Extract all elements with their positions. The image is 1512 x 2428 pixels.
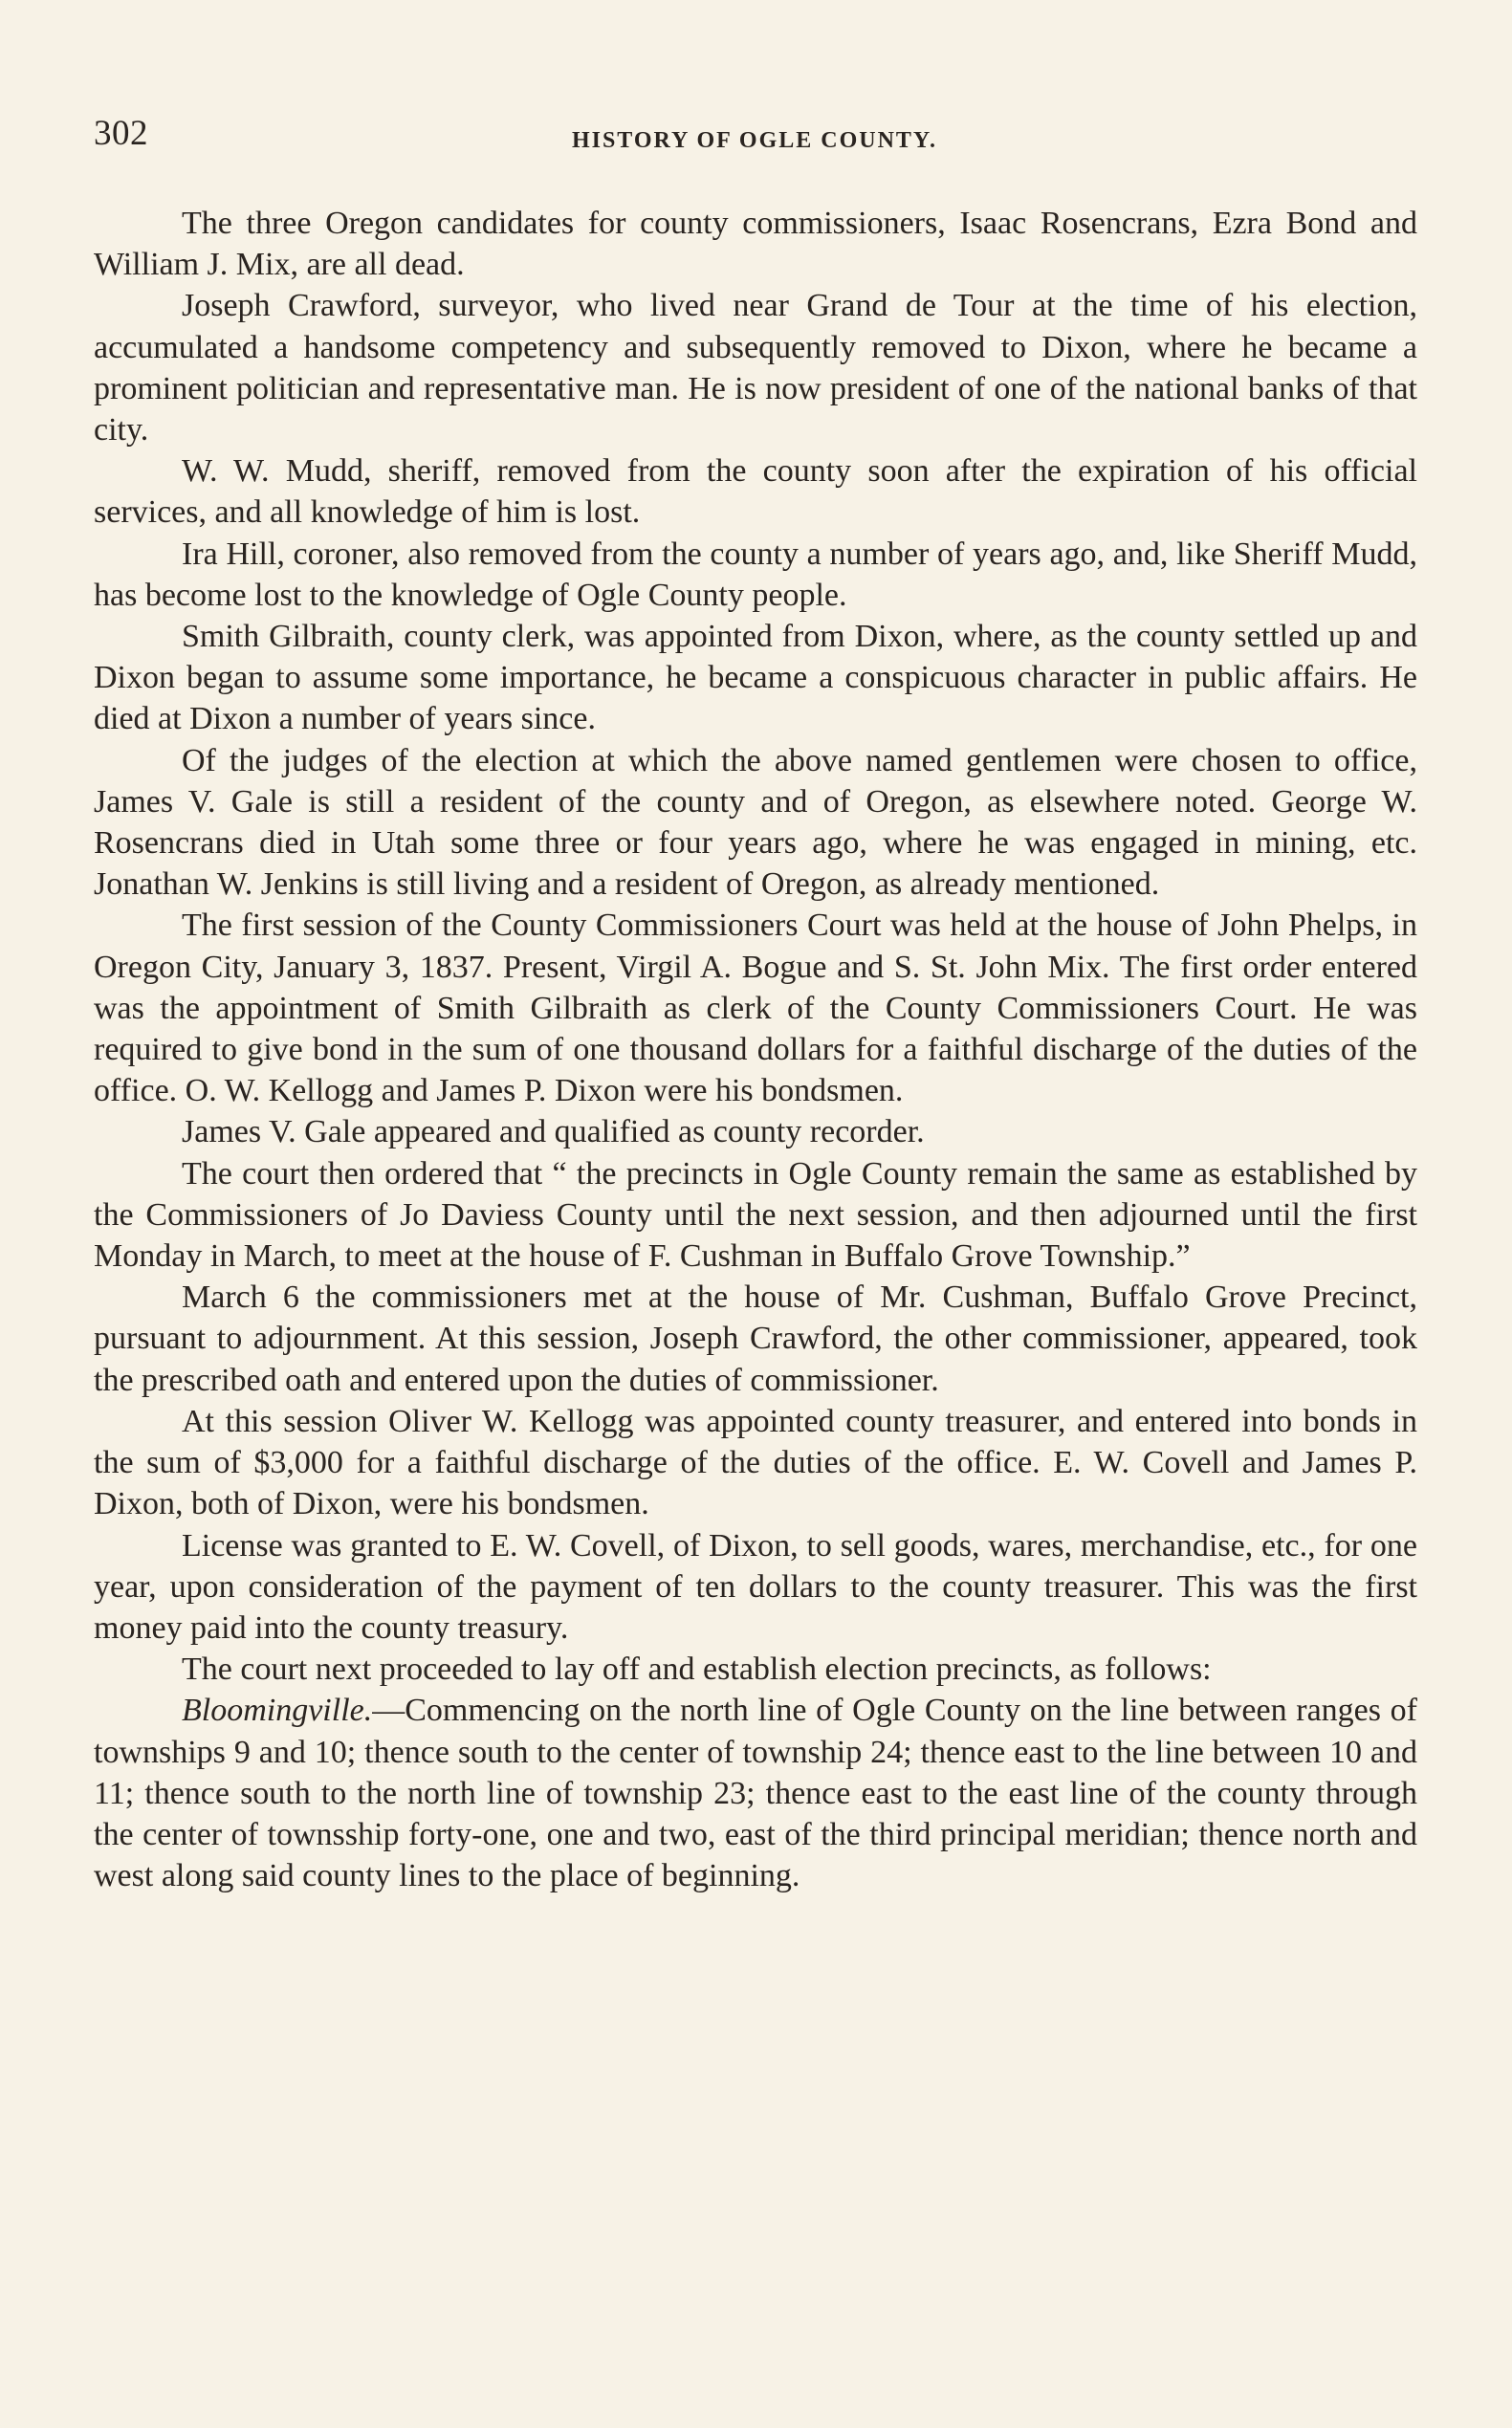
paragraph: Joseph Crawford, surveyor, who lived near Grand de Tour at the time of his election, accumulated a handsome competency and subsequently removed to Dixon, where he became a prominent politician and representative man. He is now president of one of the national banks of that city.	[94, 288, 1417, 448]
body-text	[94, 203, 1417, 1896]
paragraph: At this session Oliver W. Kellogg was appointed county treasurer, and entered into bonds in the sum of $3,000 for a faithful discharge of the duties of the office. E. W. Covell and James P. Dixon, both of Dixon, were his bondsmen.	[94, 1403, 1417, 1522]
paragraph: The court then ordered that “ the precincts in Ogle County remain the same as established by the Commissioners of Jo Daviess County until the next session, and then adjourned until the first Monday in March, to meet at the house of F. Cushman in Buffalo Grove Township.”	[94, 1155, 1417, 1275]
paragraph: The court next proceeded to lay off and establish election precincts, as follows:	[182, 1651, 1212, 1688]
precinct-description: —Commencing on the north line of Ogle County on the line between ranges of townships 9 and 10; thence south to the center of township 24; thence east to the line between 10 and 11; thence south to the north line of township 23; thence east to the east line of the county through the center of townsship forty-one, one and two, east of the third principal meridian; thence north and west along said county lines to the place of beginning.	[94, 1693, 1417, 1894]
paragraph: Smith Gilbraith, county clerk, was appointed from Dixon, where, as the county settled up and Dixon began to assume some importance, he became a conspicuous character in public affairs. He died at Dixon a number of years since.	[94, 619, 1417, 737]
precinct-paragraph	[94, 1690, 1417, 1896]
paragraph: The three Oregon candidates for county commissioners, Isaac Rosencrans, Ezra Bond and William J. Mix, are all dead.	[94, 206, 1417, 283]
paragraph: Ira Hill, coroner, also removed from the county a number of years ago, and, like Sheriff Mudd, has become lost to the knowledge of Ogle County people.	[94, 536, 1417, 613]
page-number: 302	[94, 114, 148, 153]
paragraph: March 6 the commissioners met at the house of Mr. Cushman, Buffalo Grove Precinct, pursuant to adjournment. At this session, Joseph Crawford, the other commissioner, appeared, took the prescribed oath and entered upon the duties of commissioner.	[94, 1280, 1417, 1398]
paragraph: W. W. Mudd, sheriff, removed from the county soon after the expiration of his official services, and all knowledge of him is lost.	[94, 453, 1417, 531]
precinct-name: Bloomingville.	[182, 1693, 373, 1729]
running-title: HISTORY OF OGLE COUNTY.	[571, 128, 938, 153]
paragraph: License was granted to E. W. Covell, of Dixon, to sell goods, wares, merchandise, etc., for one year, upon consideration of the payment of ten dollars to the county treasurer. This was the first money paid into the county treasury.	[94, 1527, 1417, 1646]
paragraph: James V. Gale appeared and qualified as county recorder.	[182, 1114, 925, 1150]
paragraph: Of the judges of the election at which the above named gentlemen were chosen to office, James V. Gale is still a resident of the county and of Oregon, as elsewhere noted. George W. Rosencrans died in Utah some three or four years ago, where he was engaged in mining, etc. Jonathan W. Jenkins is still living and a resident of Oregon, as already mentioned.	[94, 742, 1417, 903]
paragraph: The first session of the County Commissioners Court was held at the house of John Phelps, in Oregon City, January 3, 1837. Present, Virgil A. Bogue and S. St. John Mix. The first order entered was the appointment of Smith Gilbraith as clerk of the County Commissioners Court. He was required to give bond in the sum of one thousand dollars for a faithful discharge of the duties of the office. O. W. Kellogg and James P. Dixon were his bondsmen.	[94, 908, 1417, 1109]
page-header	[94, 113, 1415, 170]
